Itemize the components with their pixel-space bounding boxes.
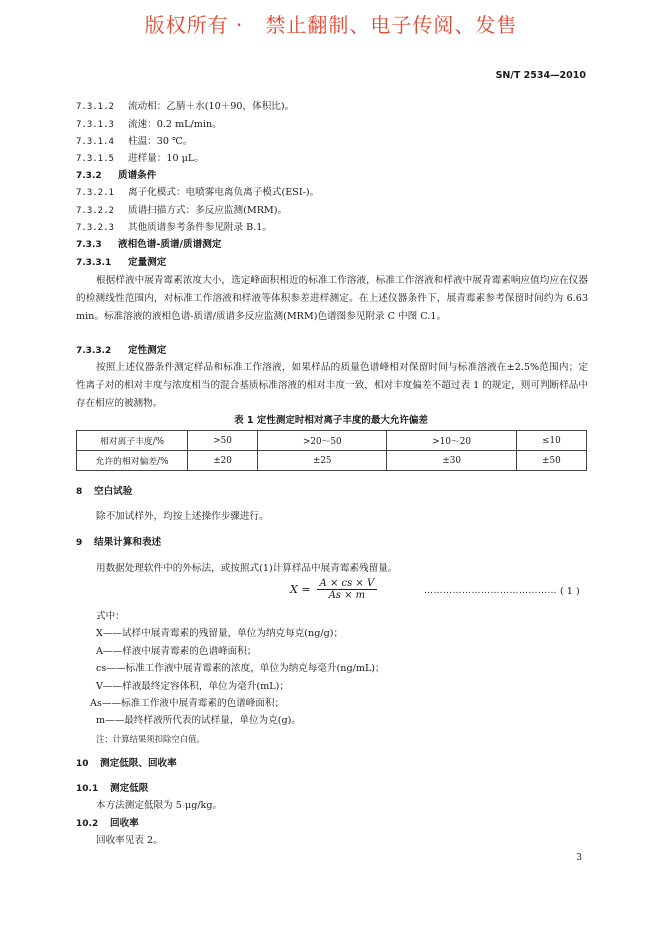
formula-lhs: X = — [290, 583, 311, 596]
section-heading: 7.3.3.1 定量测定 — [76, 257, 167, 268]
table-row — [77, 451, 587, 471]
formula-1 — [290, 578, 377, 601]
clause-line: 7.3.1.5 进样量：10 μL。 — [76, 153, 204, 164]
section10-2-text: 回收率见表 2。 — [96, 835, 163, 846]
section10-1-text: 本方法测定低限为 5 μg/kg。 — [96, 800, 223, 811]
watermark-banner: 版权所有 · 禁止翻制、电子传阅、发售 — [144, 13, 518, 37]
section8-text: 除不加试样外，均按上述操作步骤进行。 — [96, 511, 269, 522]
definition-line: cs——标准工作液中展青霉素的浓度，单位为纳克每毫升(ng/mL)； — [96, 663, 385, 674]
table-cell: ±20 — [188, 451, 258, 471]
definition-line: V——样液最终定容体积，单位为毫升(mL)； — [96, 681, 289, 692]
table-cell: 允许的相对偏差/% — [77, 451, 188, 471]
formula-numerator: A × cs × V — [317, 578, 378, 590]
tolerance-table — [76, 430, 587, 471]
section-heading: 7.3.3.2 定性测定 — [76, 345, 167, 356]
clause-line: 7.3.2.3 其他质谱参考条件参见附录 B.1。 — [76, 222, 272, 233]
page-number: 3 — [576, 853, 582, 863]
clause-line: 7.3.2.1 离子化模式：电喷雾电离负离子模式(ESI-)。 — [76, 187, 320, 198]
table-cell: ≤10 — [516, 431, 586, 451]
table-cell: >10～20 — [387, 431, 516, 451]
note: 注：计算结果须扣除空白值。 — [96, 734, 205, 744]
definition-line: m——最终样液所代表的试样量，单位为克(g)。 — [96, 715, 302, 726]
section-heading: 10.2 回收率 — [76, 818, 139, 829]
table-row — [77, 431, 587, 451]
standard-code: SN/T 2534—2010 — [495, 70, 586, 81]
table-cell: >50 — [188, 431, 258, 451]
clause-line: 7.3.1.4 柱温：30 ℃。 — [76, 136, 193, 147]
where-label: 式中： — [96, 611, 125, 622]
table-cell: 相对离子丰度/% — [77, 431, 188, 451]
definition-line: X——试样中展青霉素的残留量，单位为纳克每克(ng/g)； — [96, 628, 344, 639]
clause-line: 7.3.1.3 流速：0.2 mL/min。 — [76, 119, 222, 130]
section-heading: 9 结果计算和表述 — [76, 537, 162, 548]
formula-fraction — [317, 578, 378, 601]
section-heading: 7.3.3 液相色谱-质谱/质谱测定 — [76, 239, 222, 250]
paragraph-qualitative: 按照上述仪器条件测定样品和标准工作溶液，如果样品的质量色谱峰相对保留时间与标准溶液在±2.5%范围内；定性离子对的相对丰度与浓度相当的混合基质标准溶液的相对丰度一致，相对丰度偏差不超过表 1 的规定，则可判断样品中存在相应的被测物。 — [76, 362, 588, 409]
definition-line: As——标准工作液中展青霉素的色谱峰面积； — [90, 698, 285, 709]
equation-number: ( 1 ) — [560, 586, 580, 597]
section-heading: 7.3.2 质谱条件 — [76, 170, 157, 181]
section-heading: 10 测定低限、回收率 — [76, 758, 177, 769]
table-cell: >20～50 — [258, 431, 387, 451]
formula-denominator: As × m — [328, 590, 366, 601]
table-title: 表 1 定性测定时相对离子丰度的最大允许偏差 — [234, 415, 428, 426]
clause-line: 7.3.1.2 流动相：乙腈＋水(10＋90，体积比)。 — [76, 101, 295, 112]
section9-intro: 用数据处理软件中的外标法，或按照式(1)计算样品中展青霉素残留量。 — [96, 563, 398, 574]
section-heading: 8 空白试验 — [76, 486, 133, 497]
paragraph-quantitative: 根据样液中展青霉素浓度大小，选定峰面积相近的标准工作溶液，标准工作溶液和样液中展青霉素响应值均应在仪器的检测线性范围内，对标准工作溶液和样液等体积参差进样测定。在上述仪器条件下，展青霉素参考保留时间约为 6.63 min。标准溶液的液相色谱-质谱/质谱多反应监测(MRM)色谱图参见附录 C 中图 C.1。 — [76, 275, 588, 322]
formula-leader: …………………………………… — [424, 586, 557, 596]
table-cell: ±25 — [258, 451, 387, 471]
table-cell: ±30 — [387, 451, 516, 471]
section-heading: 10.1 测定低限 — [76, 783, 149, 794]
definition-line: A——样液中展青霉素的色谱峰面积； — [96, 646, 257, 657]
clause-line: 7.3.2.2 质谱扫描方式：多反应监测(MRM)。 — [76, 205, 288, 216]
table-cell: ±50 — [516, 451, 586, 471]
